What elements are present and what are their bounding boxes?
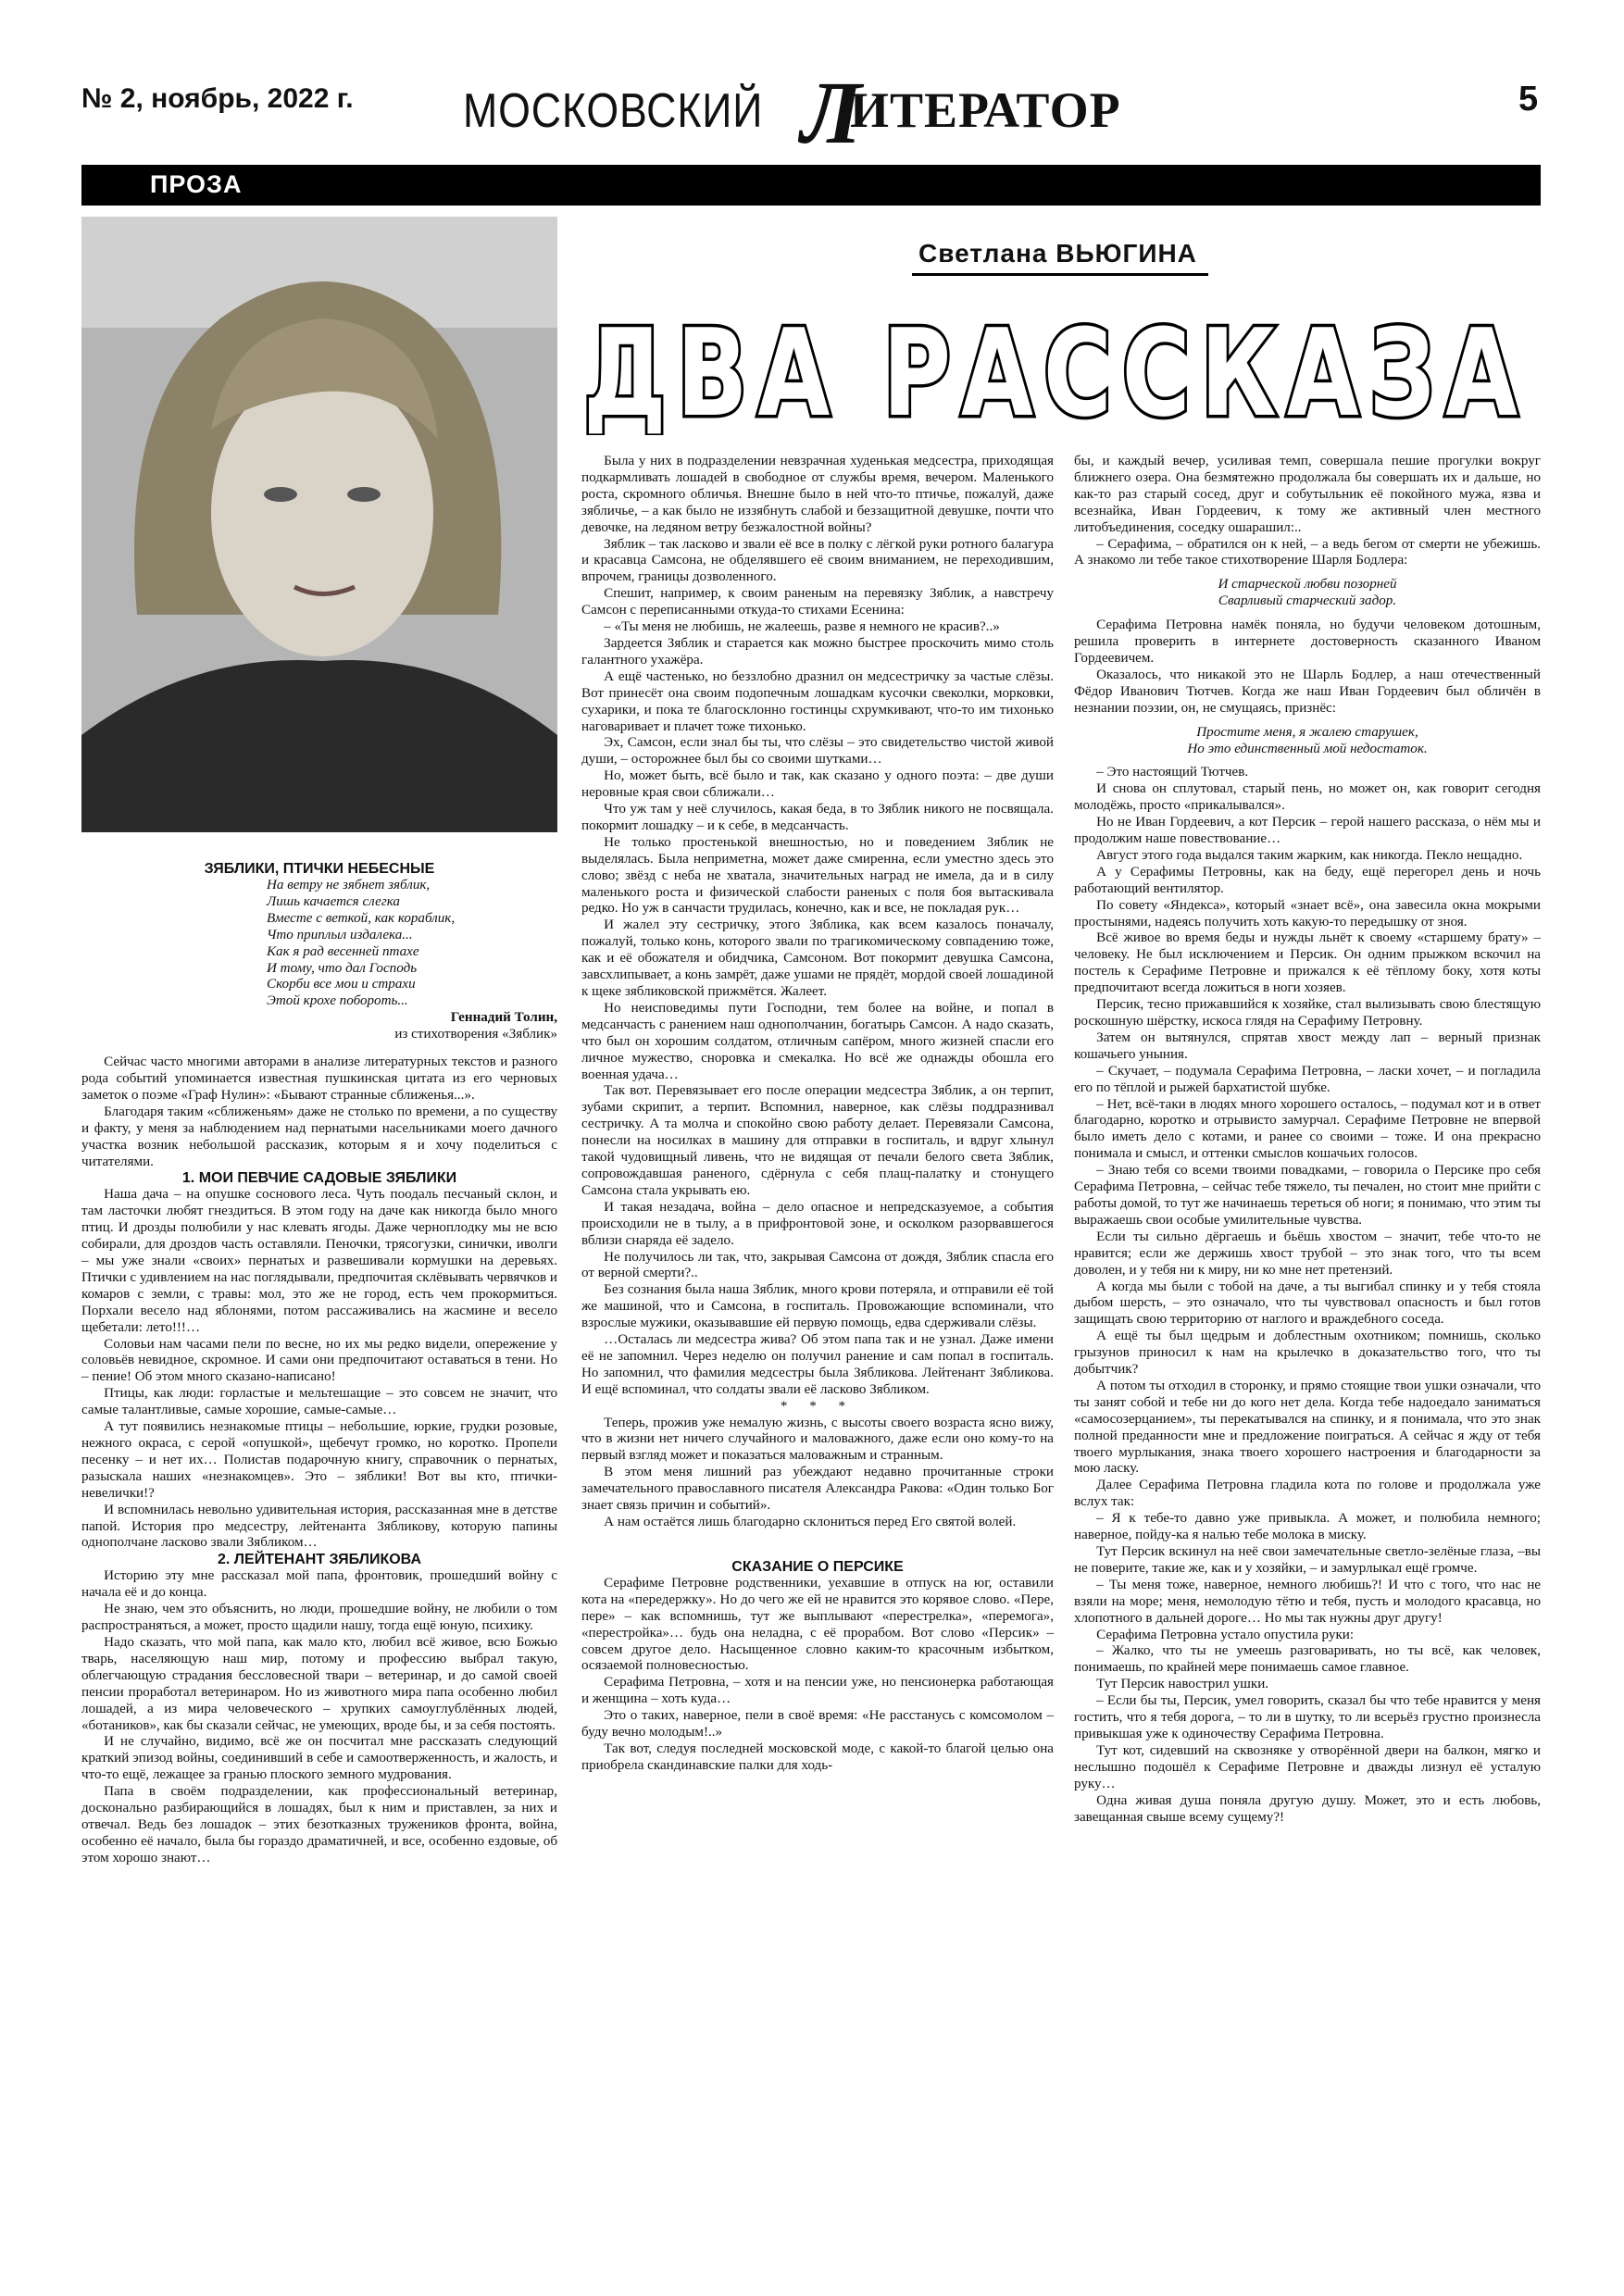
- author-underline: [912, 273, 1208, 276]
- paragraph: – Знаю тебя со всеми твоими повадками, – говорила о Персике про себя Серафима Петровна, – сейчас тебе тяжело, ты печален, но стоит мне прийти с работы домой, то тут же начинаешь тереться об ноги; я понимаю, что этим ты выражаешь свои особые умилительные чувства.: [1074, 1163, 1541, 1228]
- paragraph: Не получилось ли так, что, закрывая Самсона от дождя, Зяблик спасла его от верной смерти?..: [581, 1249, 1054, 1281]
- epigraph-line: И тому, что дал Господь: [267, 960, 418, 976]
- part1-title: 1. МОИ ПЕВЧИЕ САДОВЫЕ ЗЯБЛИКИ: [181, 1170, 457, 1187]
- epigraph-line: Лишь качается слегка: [267, 893, 400, 909]
- paragraph: А тут появились незнакомые птицы – небольшие, юркие, грудки розовые, нежного окраса, с серой «опушкой», щебечут громко, но коротко. Пропели песенку – и нет их… Полистав подарочную книгу, справочник о пернатых, разыскала наших «незнакомцев». Это – зяблики! Вот вы кто, птички-невелички!?: [81, 1419, 557, 1501]
- article-title: [574, 306, 1537, 435]
- paragraph: – «Ты меня не любишь, не жалеешь, разве я немного не красив?..»: [604, 619, 1000, 635]
- column-3: [1074, 454, 1541, 1826]
- paragraph: А нам остаётся лишь благодарно склониться перед Его святой волей.: [604, 1515, 1017, 1529]
- paragraph: Зяблик – так ласково и звали её все в полку с лёгкой руки ротного балагура и красавца Самсона, не обделявшего её своим вниманием, не переходившим, впрочем, границы дозволенного.: [581, 536, 1054, 585]
- epigraph-author: Геннадий Толин,: [450, 1010, 557, 1026]
- paragraph: Серафима Петровна намёк поняла, но будучи человеком дотошным, решила проверить в интернете достоверность сказанного Иваном Гордеевичем.: [1074, 618, 1541, 666]
- paragraph: Соловьи нам часами пели по весне, но их мы редко видели, опережение у соловьёв невидное, скромное. И сами они предпочитают оставаться в тени. Но – пение! Об этом много сказано-написано!: [81, 1336, 557, 1385]
- paragraph: Одна живая душа поняла другую душу. Может, это и есть любовь, завещанная свыше всему сущему?!: [1074, 1792, 1541, 1825]
- paragraph: Сейчас часто многими авторами в анализе литературных текстов и разного рода событий упоминается известная пушкинская цитата из его черновых заметок о поэме «Граф Нулин»: «Бывают странные сближенья...».: [81, 1054, 557, 1103]
- paragraph: Тут Персик навострил ушки.: [1096, 1677, 1269, 1692]
- epigraph-line: Вместе с веткой, как кораблик,: [267, 910, 456, 926]
- paragraph: Наша дача – на опушке соснового леса. Чуть поодаль песчаный склон, и там ласточки любят гнездиться. В этом году на даче как никогда было много птиц. И дрозды полюбили у нас клевать ягоды. Даже черноплодку мы не всю собирали, для дроздов часть оставляли. Пеночки, трясогузки, синички, иволги – мы уже знали «своих» пернатых и развешивали кормушки на деревьях. Птички с удивлением на нас поглядывали, предпочитая склёвывать червячков и комаров с земли, с травы: мол, это же не город, есть чем прокормиться. Порхали весело над яблонями, потом рассаживались на жасмине и весело щебетали: лето!!!…: [81, 1187, 557, 1335]
- paragraph: Серафима Петровна, – хотя и на пенсии уже, но пенсионерка работающая и женщина – хоть куда…: [581, 1675, 1054, 1707]
- paragraph: Не знаю, чем это объяснить, но люди, прошедшие войну, не любили о том распространяться, а может, просто щадили нашу, тогда ещё юную, психику.: [81, 1602, 557, 1634]
- part2-title: 2. ЛЕЙТЕНАНТ ЗЯБЛИКОВА: [218, 1552, 421, 1568]
- paragraph: В этом меня лишний раз убеждают недавно прочитанные строки замечательного православного писателя Александра Ракова: «Один только Бог знает связь причин и событий».: [581, 1465, 1054, 1514]
- article-title-text: ДВА РАССКАЗА: [583, 306, 1528, 435]
- paragraph: …Осталась ли медсестра жива? Об этом папа так и не узнал. Даже имени её не запомнил. Через неделю он получил ранение и сам попал в госпиталь. Но запомнил, что фамилия медсестры была Зябликова. Лейтенант Зябликова. И ещё вспоминал, что солдаты звали её ласково Зябликом.: [581, 1332, 1054, 1397]
- paragraph: А потом ты отходил в сторонку, и прямо стоящие твои ушки означали, что ты занят собой и тебе ни до кого нет дела. Когда тебе надоедало заниматься «самосозерцанием», ты перекатывался на спинку, и я понимала, что это знак полной преданности мне и предложение поиграться. А сейчас я жду от тебя твоего мурлыкания, знака твоего хорошего настроения и благодарности за мою ласку.: [1074, 1378, 1541, 1477]
- epigraph-line: Как я рад весенней птахе: [267, 943, 419, 959]
- masthead-word-literator: ИТЕРАТОР: [850, 82, 1121, 138]
- paragraph: Зардеется Зяблик и старается как можно быстрее проскочить мимо столь галантного ухажёра.: [581, 635, 1054, 668]
- verse-line: Сварливый старческий задор.: [1218, 593, 1397, 609]
- epigraph-line: На ветру не зябнет зяблик,: [267, 878, 431, 892]
- paragraph: Тут кот, сидевший на сквозняке у отворённой двери на балкон, мягко и неслышно подошёл к Серафиме Петровне и дважды лизнул её усталую руку…: [1074, 1742, 1541, 1791]
- newspaper-masthead: [463, 63, 1167, 162]
- paragraph: А когда мы были с тобой на даче, а ты выгибал спинку и у тебя стояла дыбом шерсть, – это означало, что ты чувствовал опасность и был готов защищать свою территорию от наглого и враждебного соседа.: [1074, 1279, 1541, 1328]
- paragraph: Что уж там у неё случилось, какая беда, в то Зяблик никого не посвящала. покормит лошадку – и к себе, в медсанчасть.: [581, 802, 1054, 833]
- column-1: [81, 861, 557, 1867]
- section-divider-stars: * * *: [780, 1398, 856, 1414]
- paragraph: – Нет, всё-таки в людях много хорошего осталось, – подумал кот и в ответ благодарно, коротко и отрывисто замурчал. Серафиме Петровне не впервой было иметь дело с котами, и ранее со своими – тоже. И она прекрасно понимала и смысл, и оттенки смыслов кошачьих голосов.: [1074, 1096, 1541, 1162]
- section-label: ПРОЗА: [150, 170, 243, 198]
- masthead-word-moskovsky: МОСКОВСКИЙ: [463, 84, 764, 138]
- epigraph-source: из стихотворения «Зяблик»: [394, 1027, 557, 1042]
- paragraph: Далее Серафима Петровна гладила кота по голове и продолжала уже вслух так:: [1074, 1478, 1541, 1510]
- epigraph-line: Что приплыл издалека...: [267, 927, 413, 942]
- paragraph: Эх, Самсон, если знал бы ты, что слёзы – это свидетельство чистой живой души, – осторожнее был бы со своими шутками…: [581, 735, 1054, 767]
- verse-quote: [1074, 577, 1541, 610]
- author-photo: [81, 217, 557, 832]
- paragraph: Спешит, например, к своим раненым на перевязку Зяблик, а навстречу Самсон с переписанными откуда-то стихами Есенина:: [581, 586, 1054, 618]
- paragraph: Но неисповедимы пути Господни, тем более на войне, и попал в медсанчасть с ранением наш однополчанин, богатырь Самсон. А надо сказать, что был он хорошим солдатом, отличным сапёром, много жизней спасли его личное мужество, сноровка и смекалка. Но всё же однажды обошла его военная удача…: [581, 1000, 1054, 1082]
- story2-title: СКАЗАНИЕ О ПЕРСИКЕ: [731, 1558, 904, 1575]
- paragraph: И снова он сплутовал, старый пень, но может он, как говорит сегодня молодёжь, просто «прикалывался».: [1074, 781, 1541, 814]
- paragraph: Тут Персик вскинул на неё свои замечательные светло-зелёные глаза, –вы не поверите, такие же, как и у хозяйки, – и замурлыкал ещё громче.: [1074, 1544, 1541, 1576]
- paragraph: – Серафима, – обратился он к ней, – а ведь бегом от смерти не убежишь. А знакомо ли тебе такое стихотворение Шарля Бодлера:: [1074, 536, 1541, 568]
- paragraph: Персик, тесно прижавшийся к хозяйке, стал вылизывать свою блестящую роскошную шёрстку, искоса глядя на Серафиму Петровну.: [1074, 997, 1541, 1029]
- verse-line: Простите меня, я жалею старушек,: [1196, 724, 1418, 740]
- paragraph: Серафима Петровна устало опустила руки:: [1096, 1627, 1355, 1642]
- portrait-illustration: [81, 217, 557, 832]
- epigraph-line: Скорби все мои и страхи: [267, 977, 416, 992]
- section-bar: [81, 165, 1541, 206]
- article-author: Светлана ВЬЮГИНА: [918, 239, 1197, 268]
- paragraph: Серафиме Петровне родственники, уехавшие в отпуск на юг, оставили кота на «передержку». Но до чего же ей не нравится это корявое слово. «Пере, пере» – как вспомнишь, тут же выплывают «перестрелка», «перемога», «перестройка»… будь она неладна, с её прорабом. Вот слово «Персик» – совсем другое дело. Насыщенное словно каким-то красочным избытком, осязаемой полновесностью.: [581, 1575, 1054, 1674]
- paragraph: Затем он вытянулся, спрятав хвост между лап – верный признак кошачьего уныния.: [1074, 1029, 1541, 1062]
- page-number: 5: [1518, 80, 1539, 119]
- paragraph: И такая незадача, война – дело опасное и непредсказуемое, а события происходили не в тылу, а в прифронтовой зоне, и осколком разорвавшегося вблизи снаряда её задело.: [581, 1199, 1054, 1248]
- paragraph: бы, и каждый вечер, усиливая темп, совершала пешие прогулки вокруг ближнего озера. Она безмятежно продолжала бы совершать их и дальше, но как-то раз старый сосед, друг и собутыльник её покойного мужа, язва и всезнайка, Иван Гордеевич, к тому же активный член местного литобъединения, соседку ошарашил:..: [1074, 454, 1541, 535]
- paragraph: Август этого года выдался таким жарким, как никогда. Пекло нещадно.: [1096, 847, 1523, 863]
- paragraph: А у Серафимы Петровны, как на беду, ещё перегорел день и ночь работающий вентилятор.: [1074, 864, 1541, 896]
- paragraph: Оказалось, что никакой это не Шарль Бодлер, а наш отечественный Фёдор Иванович Тютчев. Когда же наш Иван Гордеевич был обличён в незнании поэзии, он, не смущаясь, признёс:: [1074, 667, 1541, 716]
- paragraph: Птицы, как люди: горластые и мельтешащие – это совсем не значит, что самые талантливые, самые хорошие, самые-самые…: [81, 1386, 557, 1418]
- paragraph: Теперь, прожив уже немалую жизнь, с высоты своего возраста ясно вижу, что в жизни нет ничего случайного и маловажного, даже если оно кому-то на первый взгляд может и показаться маловажным и странным.: [581, 1415, 1054, 1464]
- paragraph: Всё живое во время беды и нужды льнёт к своему «старшему брату» – человеку. Не был исключением и Персик. Он одним прыжком вскочил на постель к Серафиме Петровне и прижался к её тёплому боку, хотя коты предпочитают всегда ложиться в ноги хозяев.: [1074, 930, 1541, 996]
- masthead-big-letter: Л: [801, 63, 862, 162]
- paragraph: Благодаря таким «сближеньям» даже не столько по времени, а по существу и факту, у меня за наблюдением над пернатыми насельниками моего дачного участка возник небольшой рассказик, которым я и хочу поделиться с читателями.: [81, 1104, 557, 1169]
- paragraph: Если ты сильно дёргаешь и бьёшь хвостом – значит, тебе что-то не нравится; если же держишь хвост трубой – это знак того, что ты всем доволен, и у тебя ни к миру, ни ко мне нет претензий.: [1074, 1229, 1541, 1278]
- paragraph: – Скучает, – подумала Серафима Петровна, – ласки хочет, – и погладила его по тёплой и рыжей бархатистой шубке.: [1074, 1063, 1541, 1095]
- paragraph: Была у них в подразделении невзрачная худенькая медсестра, приходящая подкармливать лошадей в свободное от службы время, вечером. Маленького роста, скромного обличья. Внешне было в ней что-то птичье, пожалуй, даже зябличье, – а как было не иззябнуть слабой и беззащитной девушке, почти что девочке, на ледяном ветру безжалостной войны?: [581, 454, 1054, 535]
- paragraph: По совету «Яндекса», который «знает всё», она завесила окна мокрыми простынями, надеясь получить хоть какую-то передышку от зноя.: [1074, 897, 1541, 930]
- epigraph-line: Этой крохе побороть...: [267, 993, 408, 1009]
- verse-quote: [1074, 725, 1541, 758]
- paragraph: А ещё частенько, но беззлобно дразнил он медсестричку за частые слёзы. Вот принесёт она своим подопечным лошадкам кусочки свеколки, морковки, сухарики, и пока те благосклонно гостинцы схрумкивают, что-то им тихонько наговаривает и плачет тоже тихонько.: [581, 668, 1054, 734]
- paragraph: Историю эту мне рассказал мой папа, фронтовик, прошедший войну с начала её и до конца.: [81, 1568, 557, 1601]
- column-2: [581, 454, 1054, 1775]
- paragraph: – Если бы ты, Персик, умел говорить, сказал бы что тебе нравится у меня гостить, что я тебя дорога, – то ли в шутку, то ли всерьёз грустно произнесла привыкшая уже к одиночеству Серафима Петровна.: [1074, 1693, 1541, 1741]
- paragraph: И не случайно, видимо, всё же он посчитал мне рассказать следующий краткий эпизод войны, соединивший в себе и самоотверженность, и жалость, и что-то ещё, лежащее за гранью плоского земного мудрования.: [81, 1734, 557, 1783]
- story1-title: ЗЯБЛИКИ, ПТИЧКИ НЕБЕСНЫЕ: [204, 861, 435, 877]
- paragraph: Это о таких, наверное, пели в своё время: «Не расстанусь с комсомолом – буду вечно молодым!..»: [581, 1708, 1054, 1741]
- paragraph: И вспомнилась невольно удивительная история, рассказанная мне в детстве папой. История про медсестру, лейтенанта Зябликову, которую папины однополчане ласково звали Зябликом…: [81, 1502, 557, 1551]
- paragraph: Не только простенькой внешностью, но и поведением Зяблик не выделялась. Была неприметна, может даже смиренна, если уместно здесь это слово; звёзд с неба не хватала, значительных наград не имела, да и в силу маленького роста и физической слабости раненых с поля боя вытаскивала редко. Но уж в санчасти трудилась, конечно, как и все, не покладая рук…: [581, 834, 1054, 917]
- paragraph: Но не Иван Гордеевич, а кот Персик – герой нашего рассказа, о нём мы и продолжим наше повествование…: [1074, 815, 1541, 847]
- paragraph: Без сознания была наша Зяблик, много крови потеряла, и отправили её той же машиной, что и Самсона, в госпиталь. Провожающие вспоминали, что взрослые мужики, оказывавшие ей первую помощь, едва сдерживали слёзы.: [581, 1282, 1054, 1331]
- epigraph: [267, 878, 557, 1043]
- paragraph: Так вот. Перевязывает его после операции медсестра Зяблик, а он терпит, зубами скрипит, а терпит. Вспомнил, наверное, как слёзы поддразнивал сестричку. А та молча и спокойно свою работу делает. Перевязали Самсона, понесли на носилках в машину для отправки в госпиталь, и вдруг хлынул такой чудовищный ливень, что не видящая от печали белого света Зяблик, сопровождавшая раненого, сдёрнула с себя плащ-палатку и стонущего Самсона стала укрывать ею.: [581, 1083, 1054, 1198]
- issue-date: № 2, ноябрь, 2022 г.: [81, 83, 354, 114]
- paragraph: Но, может быть, всё было и так, как сказано у одного поэта: – две души неровные края свои сближали…: [581, 768, 1054, 801]
- verse-line: И старческой любви позорней: [1218, 577, 1397, 593]
- paragraph: Надо сказать, что мой папа, как мало кто, любил всё живое, всю Божью тварь, населяющую наш мир, потому и профессию выбрал такую, облегчающую страдания бессловесной твари – ветеринар, и до самой своей пенсии проработал ветеринаром. Но из животного мира папа особенно любил лошадей, а из мира человеческого – хрупких самоуглублённых людей, «ботаников», как бы сказали сейчас, не умеющих, вроде бы, и за себя постоять.: [81, 1634, 557, 1733]
- paragraph: – Ты меня тоже, наверное, немного любишь?! И что с того, что нас не взяли на море; меня, немолодую тётю и тебя, пусть и молодого красавца, но хлопотного в дальней дороге… Но мы так нужны друг другу!: [1074, 1577, 1541, 1626]
- paragraph: А ещё ты был щедрым и доблестным охотником; помнишь, сколько грызунов приносил к нам на крылечко в доказательство того, что ты добытчик?: [1074, 1329, 1541, 1378]
- paragraph: Так вот, следуя последней московской моде, с какой-то благой целью она приобрела скандинавские палки для ходь-: [581, 1741, 1054, 1773]
- paragraph: И жалел эту сестричку, этого Зяблика, как всем казалось поначалу, пожалуй, только конь, которого звали по трагикомическому совпадению тоже, как и её обожателя и обидчика, Самсоном. Вот покормит девушка Самсона, завсхлипывает, а конь замрёт, даже ушами не прядёт, мордой своей лошадиной к щеке зябликовской прижмётся. Жалеет.: [581, 917, 1054, 999]
- paragraph: – Это настоящий Тютчев.: [1096, 765, 1249, 780]
- verse-line: Но это единственный мой недостаток.: [1187, 741, 1428, 756]
- paragraph: – Я к тебе-то давно уже привыкла. А может, и полюбила немного; наверное, пойду-ка я налью тебе молока в миску.: [1074, 1511, 1541, 1543]
- paragraph: Папа в своём подразделении, как профессиональный ветеринар, досконально разбирающийся в лошадях, был к ним и приставлен, за них и отвечал. Ведь без лошадок – этих безотказных тружеников фронта, война, особенно её начало, была бы гораздо драматичней, и все, особенно ездовые, об этом хорошо знают…: [81, 1784, 557, 1866]
- paragraph: – Жалко, что ты не умеешь разговаривать, но ты всё, как человек, понимаешь, по крайней мере понимаешь самое главное.: [1074, 1643, 1541, 1676]
